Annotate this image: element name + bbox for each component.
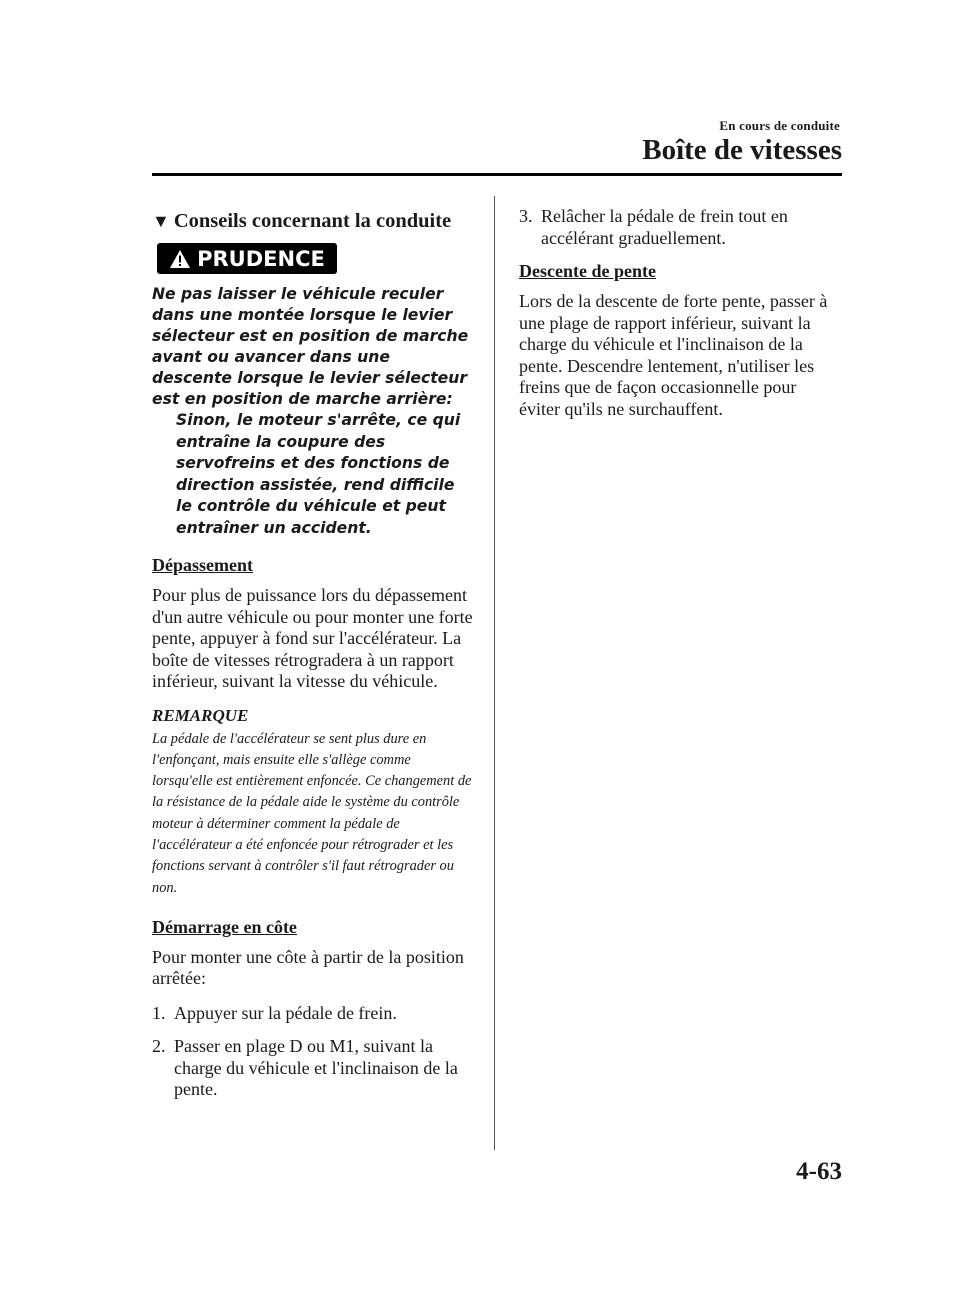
list-text: Relâcher la pédale de frein tout en accélérant graduellement. — [541, 206, 788, 248]
hill-start-heading: Démarrage en côte — [152, 916, 297, 937]
note-text: La pédale de l'accélérateur se sent plus dure en l'enfonçant, mais ensuite elle s'allège comme lorsqu'elle est entièrement enfoncée. Ce changement de la résistance de la pédale aide le système du contrôle moteur à déterminer comment la pédale de l'accélérateur a été enfoncée pour rétrograder et les fonctions servant à contrôler s'il faut rétrograder ou non. — [152, 730, 472, 896]
overtaking-text: Pour plus de puissance lors du dépassement d'un autre véhicule ou pour monter une forte pente, appuyer à fond sur l'accélérateur. La boîte de vitesses rétrogradera à un rapport inférieur, suivant la vitesse du véhicule. — [152, 585, 473, 691]
caution-badge — [157, 243, 337, 274]
list-number: 2. — [152, 1036, 166, 1057]
triangle-marker-icon: ▼ — [152, 211, 170, 231]
descent-heading: Descente de pente — [519, 261, 656, 281]
descent-text: Lors de la descente de forte pente, passer à une plage de rapport inférieur, suivant la charge du véhicule et l'inclinaison de la pente. Descendre lentement, n'utiliser les freins que de façon occasionnelle pour éviter qu'ils ne surchauffent. — [519, 291, 828, 419]
section-heading — [152, 210, 474, 233]
right-column — [519, 206, 841, 433]
column-divider — [494, 196, 495, 1150]
list-text: Passer en plage D ou M1, suivant la charge du véhicule et l'inclinaison de la pente. — [174, 1036, 458, 1100]
list-item — [519, 206, 841, 249]
warning-icon — [169, 249, 191, 269]
caution-label: PRUDENCE — [197, 246, 325, 271]
overtaking-heading: Dépassement — [152, 555, 253, 575]
section-title: Conseils concernant la conduite — [173, 210, 452, 232]
list-text: Appuyer sur la pédale de frein. — [174, 1002, 397, 1023]
page-number: 4-63 — [796, 1158, 842, 1185]
caution-main-text: Ne pas laisser le véhicule reculer dans une montée lorsque le levier sélecteur est en position de marche avant ou avancer dans une descente lorsque le levier sélecteur est en position de marche arrière: — [152, 285, 469, 408]
list-item — [152, 1036, 474, 1101]
header-rule — [152, 173, 842, 176]
left-column — [152, 206, 474, 1113]
hill-start-text: Pour monter une côte à partir de la position arrêtée: — [152, 946, 464, 989]
page-title: Boîte de vitesses — [642, 134, 842, 166]
list-number: 3. — [519, 206, 533, 226]
note-heading: REMARQUE — [152, 705, 249, 725]
chapter-label: En cours de conduite — [719, 118, 840, 133]
caution-detail-text: Sinon, le moteur s'arrête, ce qui entraîne la coupure des servofreins et des fonctions de direction assistée, rend difficile le contrôle du véhicule et peut entraîner un accident. — [176, 411, 461, 537]
list-item — [152, 1003, 474, 1025]
list-number: 1. — [152, 1002, 166, 1023]
